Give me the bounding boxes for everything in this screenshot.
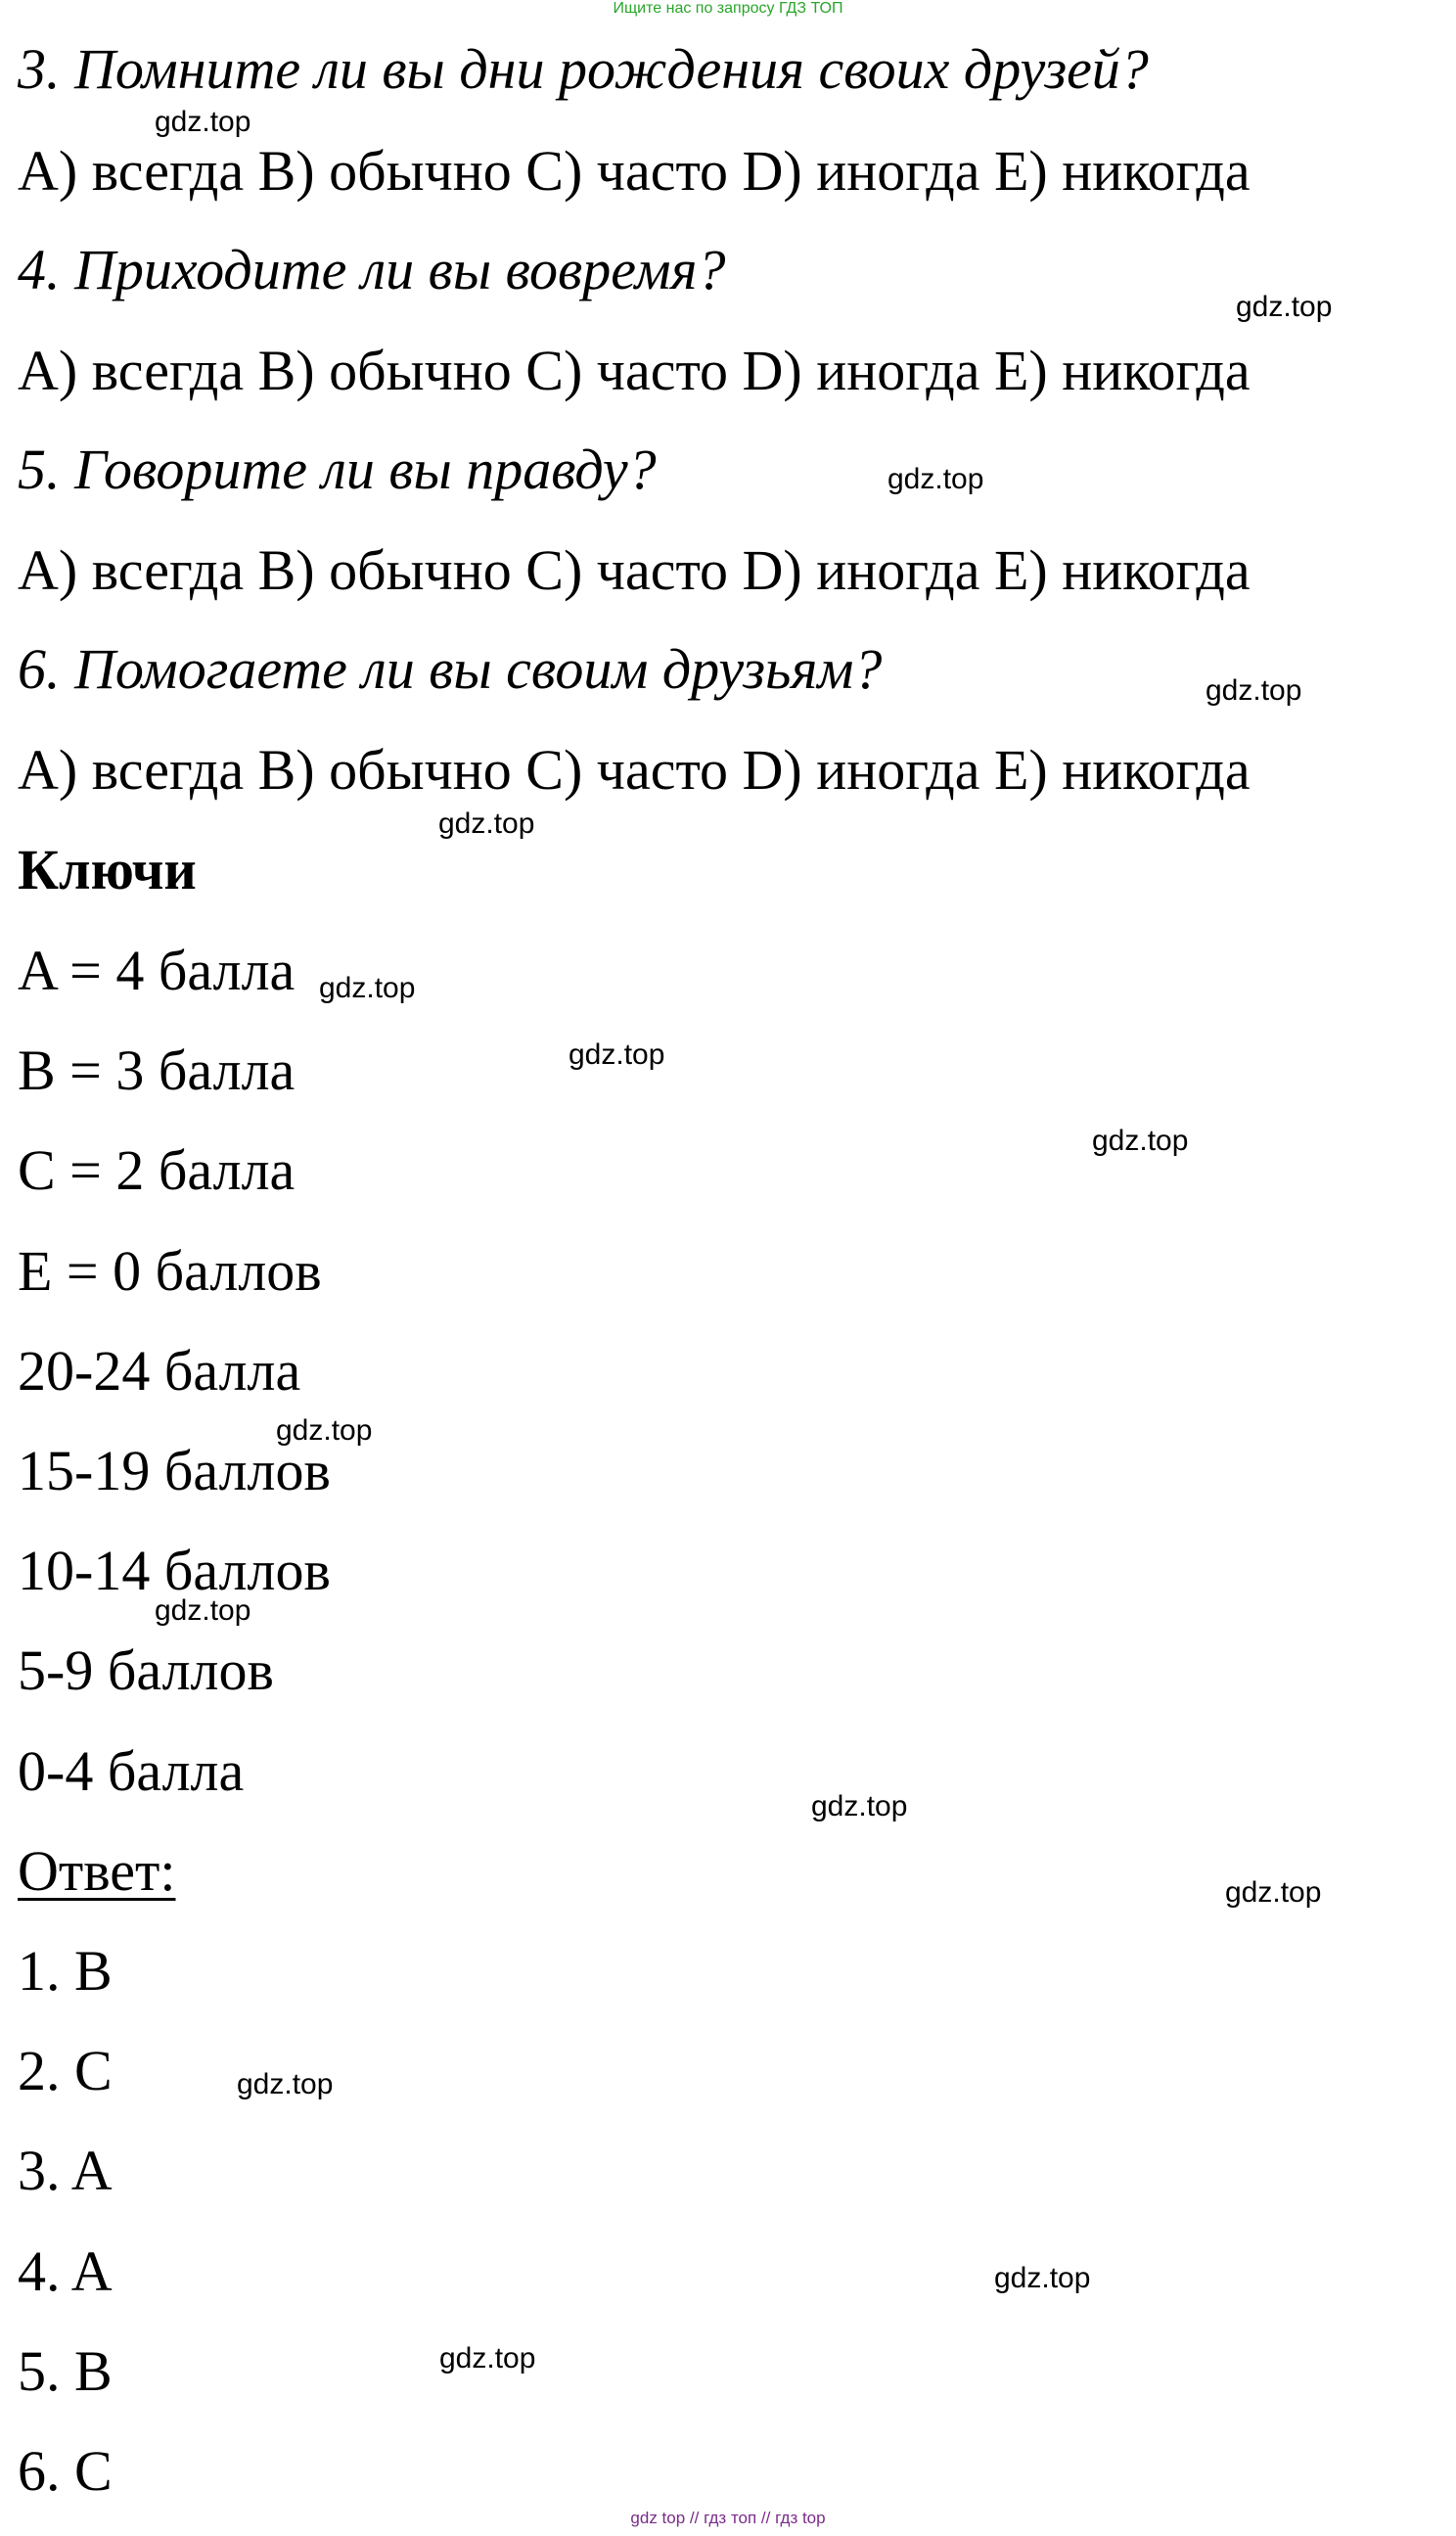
score-c: C = 2 балла bbox=[18, 1138, 296, 1202]
watermark: gdz.top bbox=[811, 1790, 908, 1822]
answer-item-3: 3. A bbox=[18, 2139, 113, 2202]
watermark: gdz.top bbox=[1206, 674, 1302, 707]
watermark: gdz.top bbox=[569, 1038, 665, 1071]
keys-title: Ключи bbox=[18, 838, 197, 901]
watermark: gdz.top bbox=[887, 463, 984, 495]
score-a: A = 4 балла bbox=[18, 939, 296, 1002]
range-10-14: 10-14 баллов bbox=[18, 1539, 331, 1602]
answer-item-6: 6. C bbox=[18, 2439, 113, 2503]
options-4: A) всегда B) обычно C) часто D) иногда E) никогда bbox=[18, 339, 1251, 402]
watermark: gdz.top bbox=[1225, 1876, 1322, 1909]
watermark: gdz.top bbox=[237, 2068, 334, 2100]
watermark: gdz.top bbox=[276, 1414, 373, 1447]
question-4: 4. Приходите ли вы вовремя? bbox=[18, 238, 726, 301]
range-20-24: 20-24 балла bbox=[18, 1339, 301, 1403]
watermark: gdz.top bbox=[438, 807, 535, 840]
options-5: A) всегда B) обычно C) часто D) иногда E) никогда bbox=[18, 538, 1251, 602]
watermark: gdz.top bbox=[1236, 291, 1333, 323]
range-15-19: 15-19 баллов bbox=[18, 1439, 331, 1502]
question-3: 3. Помните ли вы дни рождения своих друзей? bbox=[18, 37, 1149, 101]
options-6: A) всегда B) обычно C) часто D) иногда E) никогда bbox=[18, 738, 1251, 802]
answer-title: Ответ: bbox=[18, 1839, 176, 1903]
watermark: gdz.top bbox=[319, 972, 416, 1004]
options-3: A) всегда B) обычно C) часто D) иногда E) никогда bbox=[18, 139, 1251, 203]
bottom-banner: gdz top // гдз топ // гдз top bbox=[630, 2509, 826, 2527]
watermark: gdz.top bbox=[155, 106, 251, 138]
question-6: 6. Помогаете ли вы своим друзьям? bbox=[18, 637, 883, 701]
watermark: gdz.top bbox=[1092, 1125, 1189, 1157]
top-banner: Ищите нас по запросу ГДЗ ТОП bbox=[613, 0, 843, 17]
watermark: gdz.top bbox=[994, 2262, 1091, 2294]
score-b: B = 3 балла bbox=[18, 1038, 296, 1102]
answer-item-2: 2. C bbox=[18, 2039, 113, 2102]
question-5: 5. Говорите ли вы правду? bbox=[18, 438, 657, 501]
answer-item-5: 5. B bbox=[18, 2339, 113, 2403]
answer-item-1: 1. B bbox=[18, 1939, 113, 2003]
answer-item-4: 4. A bbox=[18, 2239, 113, 2303]
watermark: gdz.top bbox=[439, 2342, 536, 2375]
range-5-9: 5-9 баллов bbox=[18, 1638, 274, 1702]
score-e: E = 0 баллов bbox=[18, 1239, 322, 1303]
range-0-4: 0-4 балла bbox=[18, 1739, 245, 1803]
watermark: gdz.top bbox=[155, 1594, 251, 1627]
